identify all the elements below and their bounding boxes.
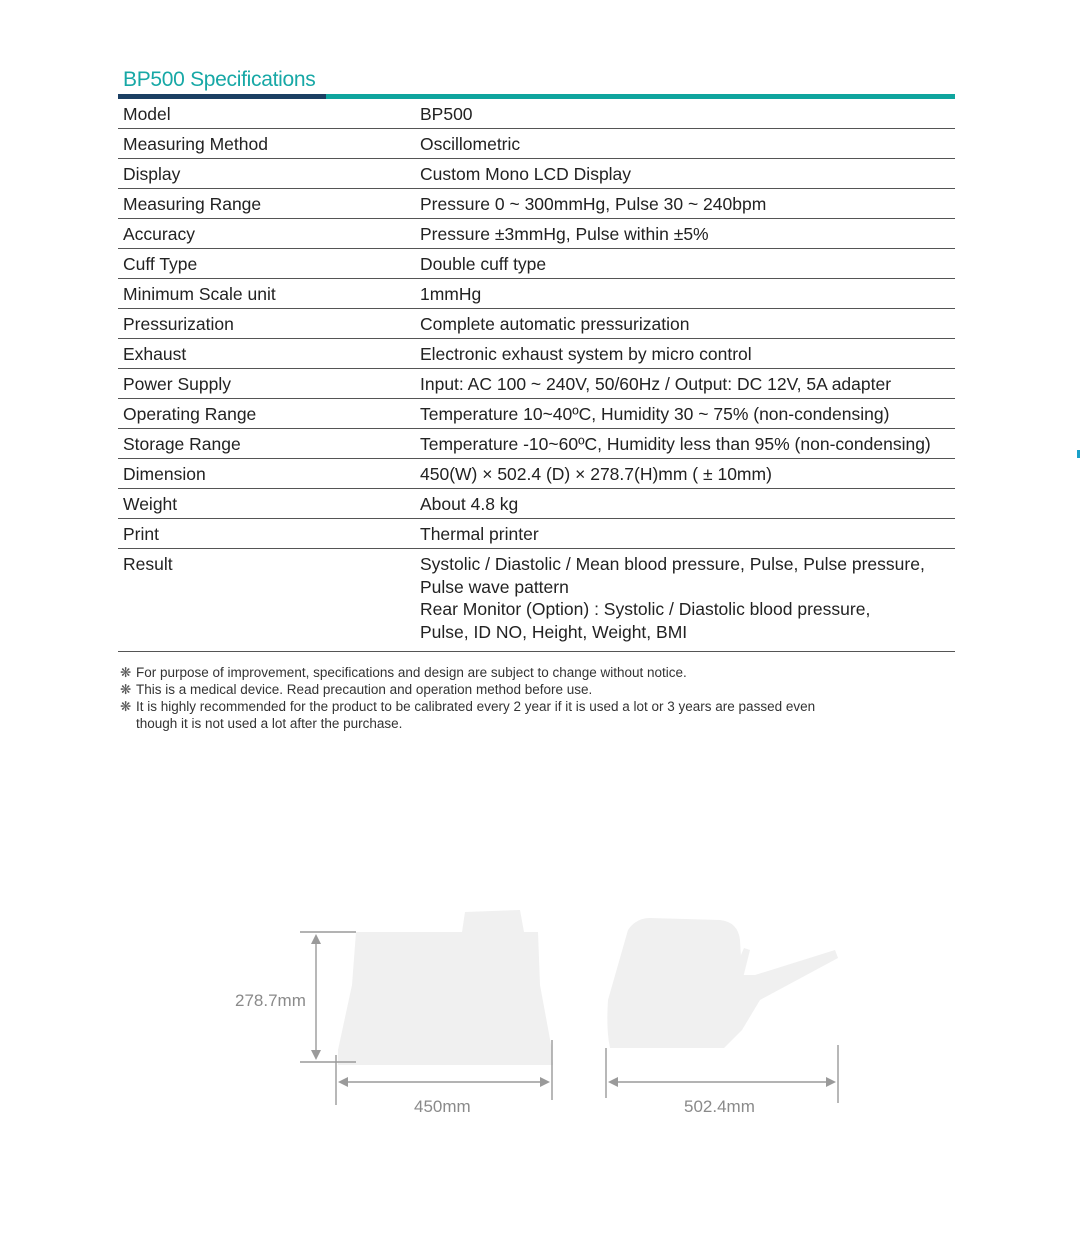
depth-label: 502.4mm [684,1097,755,1116]
spec-label: Operating Range [118,399,415,429]
spec-value: Temperature -10~60ºC, Humidity less than 95% (non-condensing) [415,429,955,459]
note-text: It is highly recommended for the product to be calibrated every 2 year if it is used a lot or 3 years are passed even [136,699,816,714]
spec-value: Double cuff type [415,249,955,279]
spec-value: Custom Mono LCD Display [415,159,955,189]
note-item [120,698,920,715]
spec-value: Electronic exhaust system by micro control [415,339,955,369]
spec-value: Oscillometric [415,129,955,159]
spec-value: 1mmHg [415,279,955,309]
spec-label: Result [118,549,415,652]
spec-row-result [118,549,955,652]
spec-table [118,99,955,652]
spec-value-result [415,549,955,652]
spec-value: Thermal printer [415,519,955,549]
spec-value: 450(W) × 502.4 (D) × 278.7(H)mm ( ± 10mm) [415,459,955,489]
spec-value: About 4.8 kg [415,489,955,519]
spec-label: Measuring Method [118,129,415,159]
asterisk-icon: ❋ [120,682,132,697]
spec-value: Pressure ±3mmHg, Pulse within ±5% [415,219,955,249]
note-text: This is a medical device. Read precaution and operation method before use. [136,682,593,697]
dimension-diagram [0,880,1080,1140]
notes [120,664,920,732]
spec-row-measuring-range [118,189,955,219]
result-line: Systolic / Diastolic / Mean blood pressure, Pulse, Pulse pressure, [420,554,925,574]
spec-label: Exhaust [118,339,415,369]
spec-value: Pressure 0 ~ 300mmHg, Pulse 30 ~ 240bpm [415,189,955,219]
spec-row-dimension [118,459,955,489]
spec-label: Dimension [118,459,415,489]
spec-label: Storage Range [118,429,415,459]
note-item [120,664,920,681]
spec-value: Complete automatic pressurization [415,309,955,339]
spec-row-model [118,99,955,129]
spec-value: BP500 [415,99,955,129]
spec-row-pressurization [118,309,955,339]
asterisk-icon: ❋ [120,699,132,714]
width-label: 450mm [414,1097,471,1116]
note-continuation: though it is not used a lot after the purchase. [136,716,403,731]
result-line: Pulse, ID NO, Height, Weight, BMI [420,621,688,642]
spec-label: Accuracy [118,219,415,249]
note-item [120,681,920,698]
asterisk-icon: ❋ [120,665,132,680]
spec-row-operating-range [118,399,955,429]
spec-row-display [118,159,955,189]
spec-label: Print [118,519,415,549]
spec-label: Power Supply [118,369,415,399]
depth-dimension [606,1045,838,1103]
spec-label: Measuring Range [118,189,415,219]
spec-value: Input: AC 100 ~ 240V, 50/60Hz / Output: DC 12V, 5A adapter [415,369,955,399]
spec-value: Temperature 10~40ºC, Humidity 30 ~ 75% (non-condensing) [415,399,955,429]
spec-row-measuring-method [118,129,955,159]
spec-label: Model [118,99,415,129]
note-text: For purpose of improvement, specifications and design are subject to change without notice. [136,665,687,680]
spec-row-accuracy [118,219,955,249]
spec-row-weight [118,489,955,519]
result-line: Rear Monitor (Option) : Systolic / Diastolic blood pressure, [420,599,871,619]
spec-row-power-supply [118,369,955,399]
spec-row-print [118,519,955,549]
result-line: Pulse wave pattern [420,576,569,597]
device-side-view [607,918,838,1048]
spec-label: Minimum Scale unit [118,279,415,309]
spec-row-storage-range [118,429,955,459]
device-front-view [338,910,553,1065]
spec-label: Pressurization [118,309,415,339]
spec-row-exhaust [118,339,955,369]
spec-label: Cuff Type [118,249,415,279]
height-label: 278.7mm [235,991,306,1010]
spec-label: Display [118,159,415,189]
page-title: BP500 Specifications [123,68,316,91]
spec-row-minimum-scale-unit [118,279,955,309]
spec-label: Weight [118,489,415,519]
spec-row-cuff-type [118,249,955,279]
